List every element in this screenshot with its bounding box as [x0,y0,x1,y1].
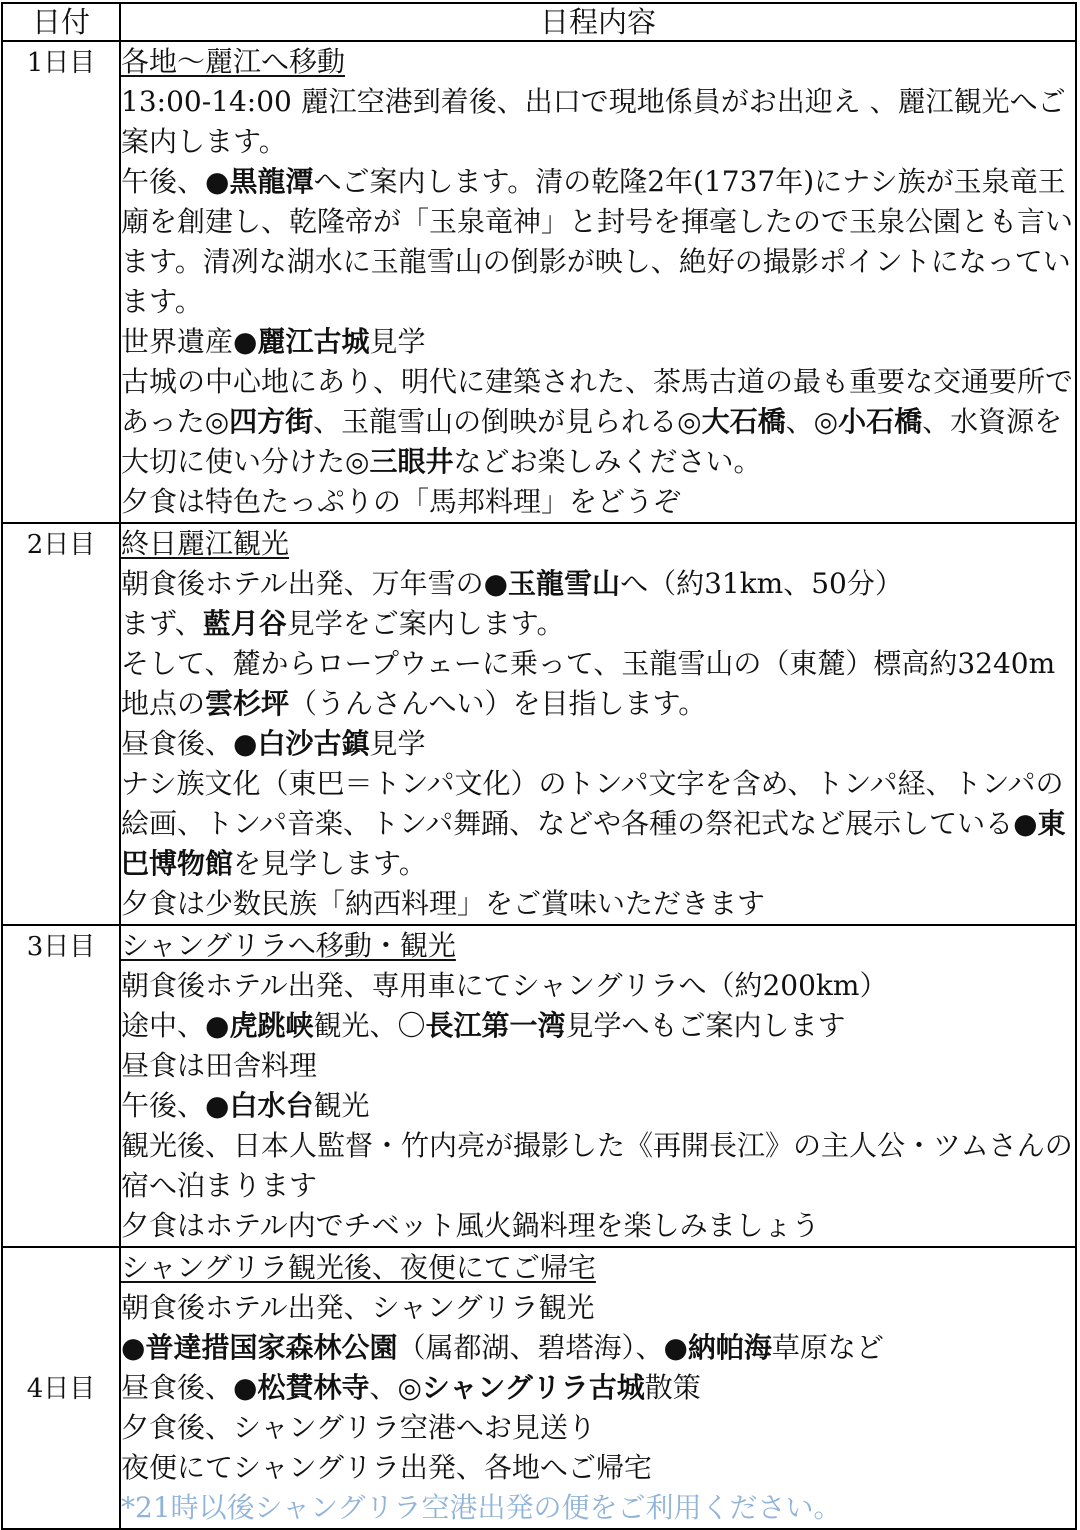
paragraph-text: 夕食は特色たっぷりの「馬邦料理」をどうぞ [121,485,682,518]
itinerary-paragraph [121,1328,1075,1368]
itinerary-paragraph [121,966,1075,1006]
paragraph-text: 午後、● [121,1089,230,1122]
paragraph-text: 観光後、日本人監督・竹内亮が撮影した《再開長江》の主人公・ツムさんの宿へ泊まります [121,1129,1073,1202]
paragraph-text: 見学 [369,325,426,358]
sight-name: 白沙古鎮 [257,727,370,760]
paragraph-text: 古城の中心地にあり、明代に建築された、茶馬古道の最も重要な交通要所であった◎ [121,365,1074,438]
day-paragraphs [121,564,1075,924]
paragraph-text: 見学をご案内します。 [286,607,565,640]
day-row-2 [2,523,1076,925]
itinerary-paragraph [121,764,1075,884]
itinerary-paragraph [121,82,1075,162]
paragraph-text: 朝食後ホテル出発、万年雪の● [121,567,509,600]
itinerary-paragraph [121,1206,1075,1246]
sight-name: 白水台 [229,1089,314,1122]
paragraph-text: 、◎ [785,405,839,438]
paragraph-text: 観光、〇 [313,1009,426,1042]
paragraph-text: まず、 [121,607,203,640]
flight-note: *21時以後シャングリラ空港出発の便をご利用ください。 [121,1491,842,1524]
day-cell-2 [2,523,120,925]
sight-name: 小石橋 [838,405,923,438]
day-label: 3日目 [26,932,96,962]
sight-name: 雲杉坪 [205,687,290,720]
day-heading: 各地～麗江へ移動 [121,45,346,78]
paragraph-text: 夕食後、シャングリラ空港へお見送り [121,1411,596,1444]
sight-name: 黒龍潭 [229,165,314,198]
itinerary-table [1,2,1077,1530]
day-row-1 [2,41,1076,523]
itinerary-paragraph [121,1408,1075,1448]
paragraph-text: 昼食は田舎料理 [121,1049,318,1082]
paragraph-text: 朝食後ホテル出発、シャングリラ観光 [121,1291,595,1324]
paragraph-text: 夕食は少数民族「納西料理」をご賞味いただきます [121,887,766,920]
itinerary-paragraph [121,1086,1075,1126]
day-label: 1日目 [26,48,96,78]
day-content-2 [120,523,1076,925]
paragraph-text: 、◎ [369,1371,422,1404]
header-content: 日程内容 [120,3,1076,41]
sight-name: シャングリラ古城 [421,1371,645,1404]
paragraph-text: 途中、● [121,1009,230,1042]
day-row-4 [2,1247,1076,1529]
day-heading: 終日麗江観光 [121,527,290,560]
itinerary-paragraph [121,362,1075,482]
paragraph-text: 13:00-14:00 麗江空港到着後、出口で現地係員がお出迎え 、麗江観光へご案内します。 [121,85,1066,158]
header-day: 日付 [2,3,120,41]
paragraph-text: を見学します。 [233,847,427,880]
itinerary-paragraph [121,1046,1075,1086]
itinerary-paragraph [121,884,1075,924]
paragraph-text: そして、麓からロープウェーに乗って、玉龍雪山の（東麓）標高約3240m地点の [121,647,1056,720]
paragraph-text: 、水資源を大切に使い分けた◎ [121,405,1063,478]
itinerary-paragraph [121,564,1075,604]
sight-name: 普達措国家森林公園 [145,1331,398,1364]
itinerary-paragraph [121,724,1075,764]
itinerary-paragraph [121,604,1075,644]
day-label: 4日目 [26,1373,96,1404]
day-content-1 [120,41,1076,523]
sight-name: 大石橋 [701,405,786,438]
paragraph-text: 夕食はホテル内でチベット風火鍋料理を楽しみましょう [121,1209,820,1242]
paragraph-text: などお楽しみください。 [453,445,762,478]
itinerary-paragraph [121,162,1075,322]
paragraph-text: 草原など [771,1331,884,1364]
sight-name: 松賛林寺 [257,1371,370,1404]
sight-name: 三眼井 [369,445,454,478]
paragraph-text: （属都湖、碧塔海）、● [397,1331,688,1364]
day-cell-4 [2,1247,120,1529]
paragraph-text: ● [121,1331,146,1364]
itinerary-paragraph [121,1006,1075,1046]
paragraph-text: へ（約31km、50分） [620,567,903,600]
paragraph-text: 昼食後、● [121,727,258,760]
paragraph-text: （うんさんへい）を目指します。 [289,687,707,720]
itinerary-paragraph [121,1448,1075,1488]
paragraph-text: 観光 [313,1089,370,1122]
paragraph-text: 午後、● [121,165,230,198]
day-label: 2日目 [26,530,96,560]
day-heading: シャングリラへ移動・観光 [121,929,456,962]
sight-name: 納帕海 [687,1331,772,1364]
sight-name: 虎跳峡 [229,1009,314,1042]
itinerary-paragraph [121,1126,1075,1206]
itinerary-paragraph [121,1368,1075,1408]
itinerary-paragraph [121,322,1075,362]
day-row-3 [2,925,1076,1247]
day-paragraphs [121,82,1075,522]
day-paragraphs [121,966,1075,1246]
paragraph-text: 夜便にてシャングリラ出発、各地へご帰宅 [121,1451,652,1484]
day-cell-1 [2,41,120,523]
day-content-4 [120,1247,1076,1529]
paragraph-text: 世界遺産● [121,325,258,358]
paragraph-text: 昼食後、● [121,1371,258,1404]
day-heading: シャングリラ観光後、夜便にてご帰宅 [121,1251,596,1284]
paragraph-text: 見学へもご案内します [565,1009,846,1042]
day-cell-3 [2,925,120,1247]
sight-name: 長江第一湾 [425,1009,566,1042]
header-row [2,3,1076,41]
paragraph-text: へご案内します。清の乾隆2年(1737年)にナシ族が玉泉竜王廟を創建し、乾隆帝が「玉泉竜神」と封号を揮毫したので玉泉公園とも言います。清冽な湖水に玉龍雪山の倒影が映し、絶好の撮影ポイントになっています。 [121,165,1074,318]
sight-name: 四方街 [229,405,314,438]
day-paragraphs [121,1288,1075,1488]
itinerary-paragraph [121,482,1075,522]
paragraph-text: 朝食後ホテル出発、専用車にてシャングリラへ（約200km） [121,969,888,1002]
paragraph-text: 散策 [644,1371,701,1404]
paragraph-text: 見学 [369,727,426,760]
itinerary-paragraph [121,1288,1075,1328]
itinerary-paragraph [121,644,1075,724]
day-content-3 [120,925,1076,1247]
sight-name: 玉龍雪山 [508,567,621,600]
paragraph-text: ナシ族文化（東巴＝トンパ文化）のトンパ文字を含め、トンパ経、トンパの絵画、トンパ音楽、トンパ舞踊、などや各種の祭祀式など展示している● [121,767,1064,840]
sight-name: 麗江古城 [257,325,370,358]
sight-name: 藍月谷 [202,607,287,640]
paragraph-text: 、玉龍雪山の倒映が見られる◎ [313,405,702,438]
sight-name: 東巴博物館 [121,807,1066,880]
